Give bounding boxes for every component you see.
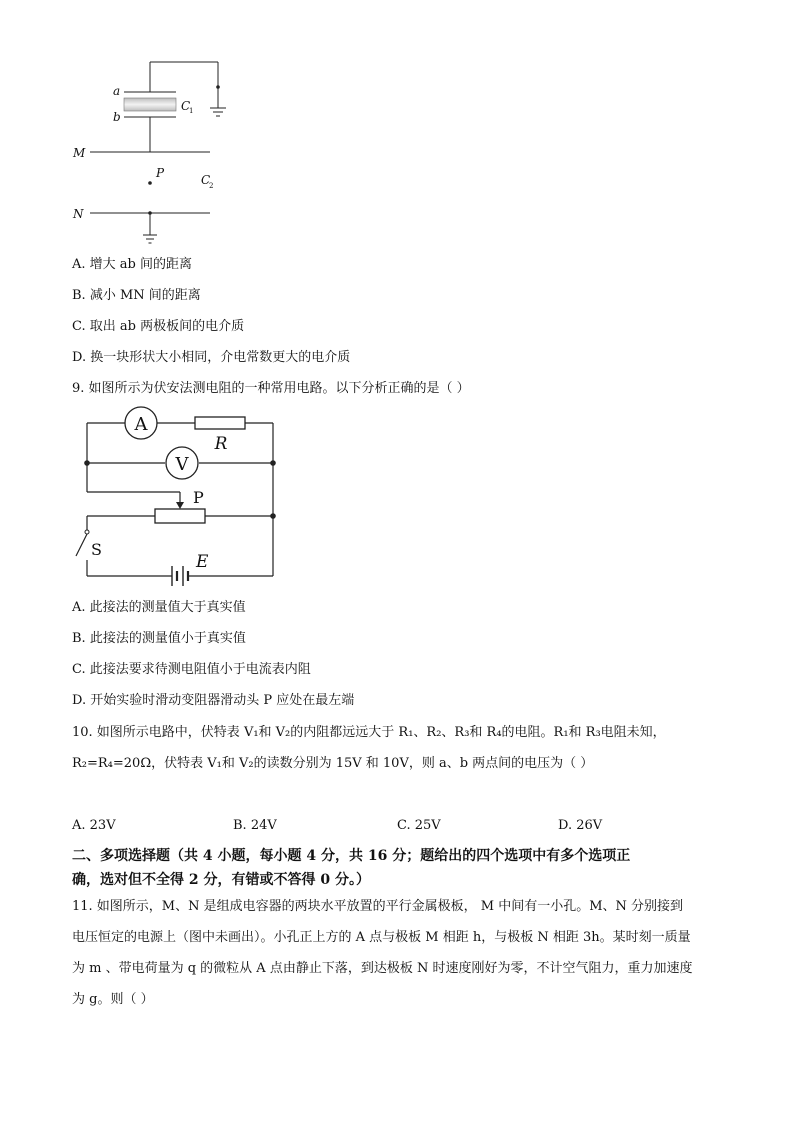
q9-option-b: B. 此接法的测量值小于真实值 [72,631,246,646]
resistor-r [195,417,245,429]
section2-title-line2: 确，选对但不全得 2 分，有错或不答得 0 分。） [72,872,370,888]
slider-label: P [193,488,204,507]
q10-option-b: B. 24V [233,818,277,833]
label-c2-sub: 2 [209,182,214,190]
q11-line2: 电压恒定的电源上（图中未画出）。小孔正上方的 A 点与极板 M 相距 h，与极板 N 相距 3h。某时刻一质量 [72,930,691,945]
junction-dot [270,460,276,466]
q10-stem-line1: 10. 如图所示电路中，伏特表 V₁和 V₂的内阻都远远大于 R₁、R₂、R₃和 R₄的电阻。R₁和 R₃电阻未知， [72,725,666,740]
label-n: N [73,207,84,221]
junction-dot [270,513,276,519]
rheostat [155,509,205,523]
battery-label: E [196,552,209,572]
battery-icon [172,566,188,586]
q11-line1: 11. 如图所示，M、N 是组成电容器的两块水平放置的平行金属极板， M 中间有一小孔。M、N 分别接到 [72,899,684,914]
q8-option-a: A. 增大 ab 间的距离 [72,257,192,272]
switch-contact [85,530,89,534]
q9-option-c: C. 此接法要求待测电阻值小于电流表内阻 [72,662,311,677]
q10-option-c: C. 25V [397,818,441,833]
q11-line3: 为 m 、带电荷量为 q 的微粒从 A 点由静止下落，到达极板 N 时速度刚好为零，不计空气阻力，重力加速度 [72,961,693,976]
switch-label: S [91,540,102,559]
ammeter-label: A [134,414,148,435]
section2-title-line1: 二、多项选择题（共 4 小题，每小题 4 分，共 16 分；题给出的四个选项中有多个选项正 [72,848,631,864]
label-p: P [156,166,165,180]
label-c1-sub: 1 [189,107,194,115]
q9-option-d: D. 开始实验时滑动变阻器滑动头 P 应处在最左端 [72,693,355,708]
q8-option-d: D. 换一块形状大小相同，介电常数更大的电介质 [72,350,351,365]
slider-arrow-icon [176,502,184,509]
junction-dot [84,460,90,466]
q11-line4: 为 g。则（ ） [72,992,154,1007]
label-b: b [113,110,121,124]
circuit-wires [76,423,273,576]
q9-stem: 9. 如图所示为伏安法测电阻的一种常用电路。以下分析正确的是（ ） [72,381,470,396]
voltammetry-circuit-figure [0,0,300,600]
resistor-label: R [214,434,228,454]
q10-option-a: A. 23V [72,818,116,833]
label-c2: C [201,173,211,187]
voltmeter-label: V [175,454,189,475]
q10-stem-line2: R₂=R₄=20Ω，伏特表 V₁和 V₂的读数分别为 15V 和 10V，则 a、b 两点间的电压为（ ） [72,756,594,771]
label-a: a [113,84,121,98]
label-m: M [73,146,86,160]
q9-option-a: A. 此接法的测量值大于真实值 [72,600,246,615]
label-c1: C [181,99,191,113]
q8-option-b: B. 减小 MN 间的距离 [72,288,201,303]
q8-option-c: C. 取出 ab 两极板间的电介质 [72,319,245,334]
q10-option-d: D. 26V [558,818,603,833]
